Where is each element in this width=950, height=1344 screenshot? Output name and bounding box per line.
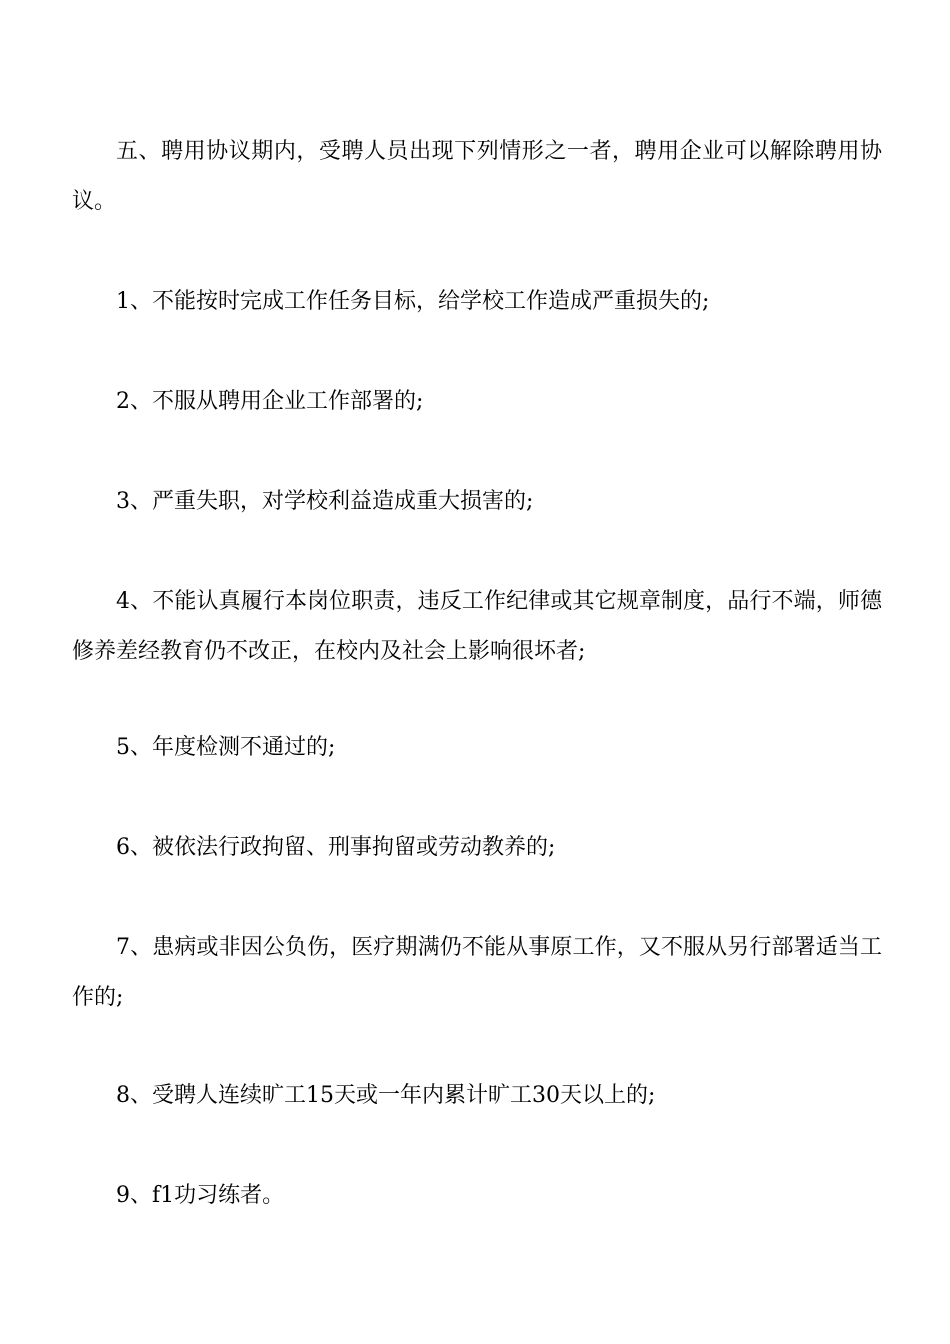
condition-item-8: 8、受聘人连续旷工15天或一年内累计旷工30天以上的; xyxy=(116,1083,656,1108)
condition-item-6: 6、被依法行政拘留、刑事拘留或劳动教养的; xyxy=(116,835,556,860)
condition-item-2: 2、不服从聘用企业工作部署的; xyxy=(116,389,424,414)
condition-item-9: 9、f1功习练者。 xyxy=(116,1183,285,1208)
clause-five-intro: 五、聘用协议期内，受聘人员出现下列情形之一者，聘用企业可以解除聘用协议。 xyxy=(72,139,882,214)
condition-item-3: 3、严重失职，对学校利益造成重大损害的; xyxy=(116,489,534,514)
condition-item-4: 4、不能认真履行本岗位职责，违反工作纪律或其它规章制度，品行不端，师德修养差经教育仍不改正，在校内及社会上影响很坏者; xyxy=(72,589,882,664)
condition-item-7: 7、患病或非因公负伤，医疗期满仍不能从事原工作，又不服从另行部署适当工作的; xyxy=(72,935,882,1010)
condition-item-5: 5、年度检测不通过的; xyxy=(116,735,336,760)
condition-item-1: 1、不能按时完成工作任务目标，给学校工作造成严重损失的; xyxy=(116,289,710,314)
